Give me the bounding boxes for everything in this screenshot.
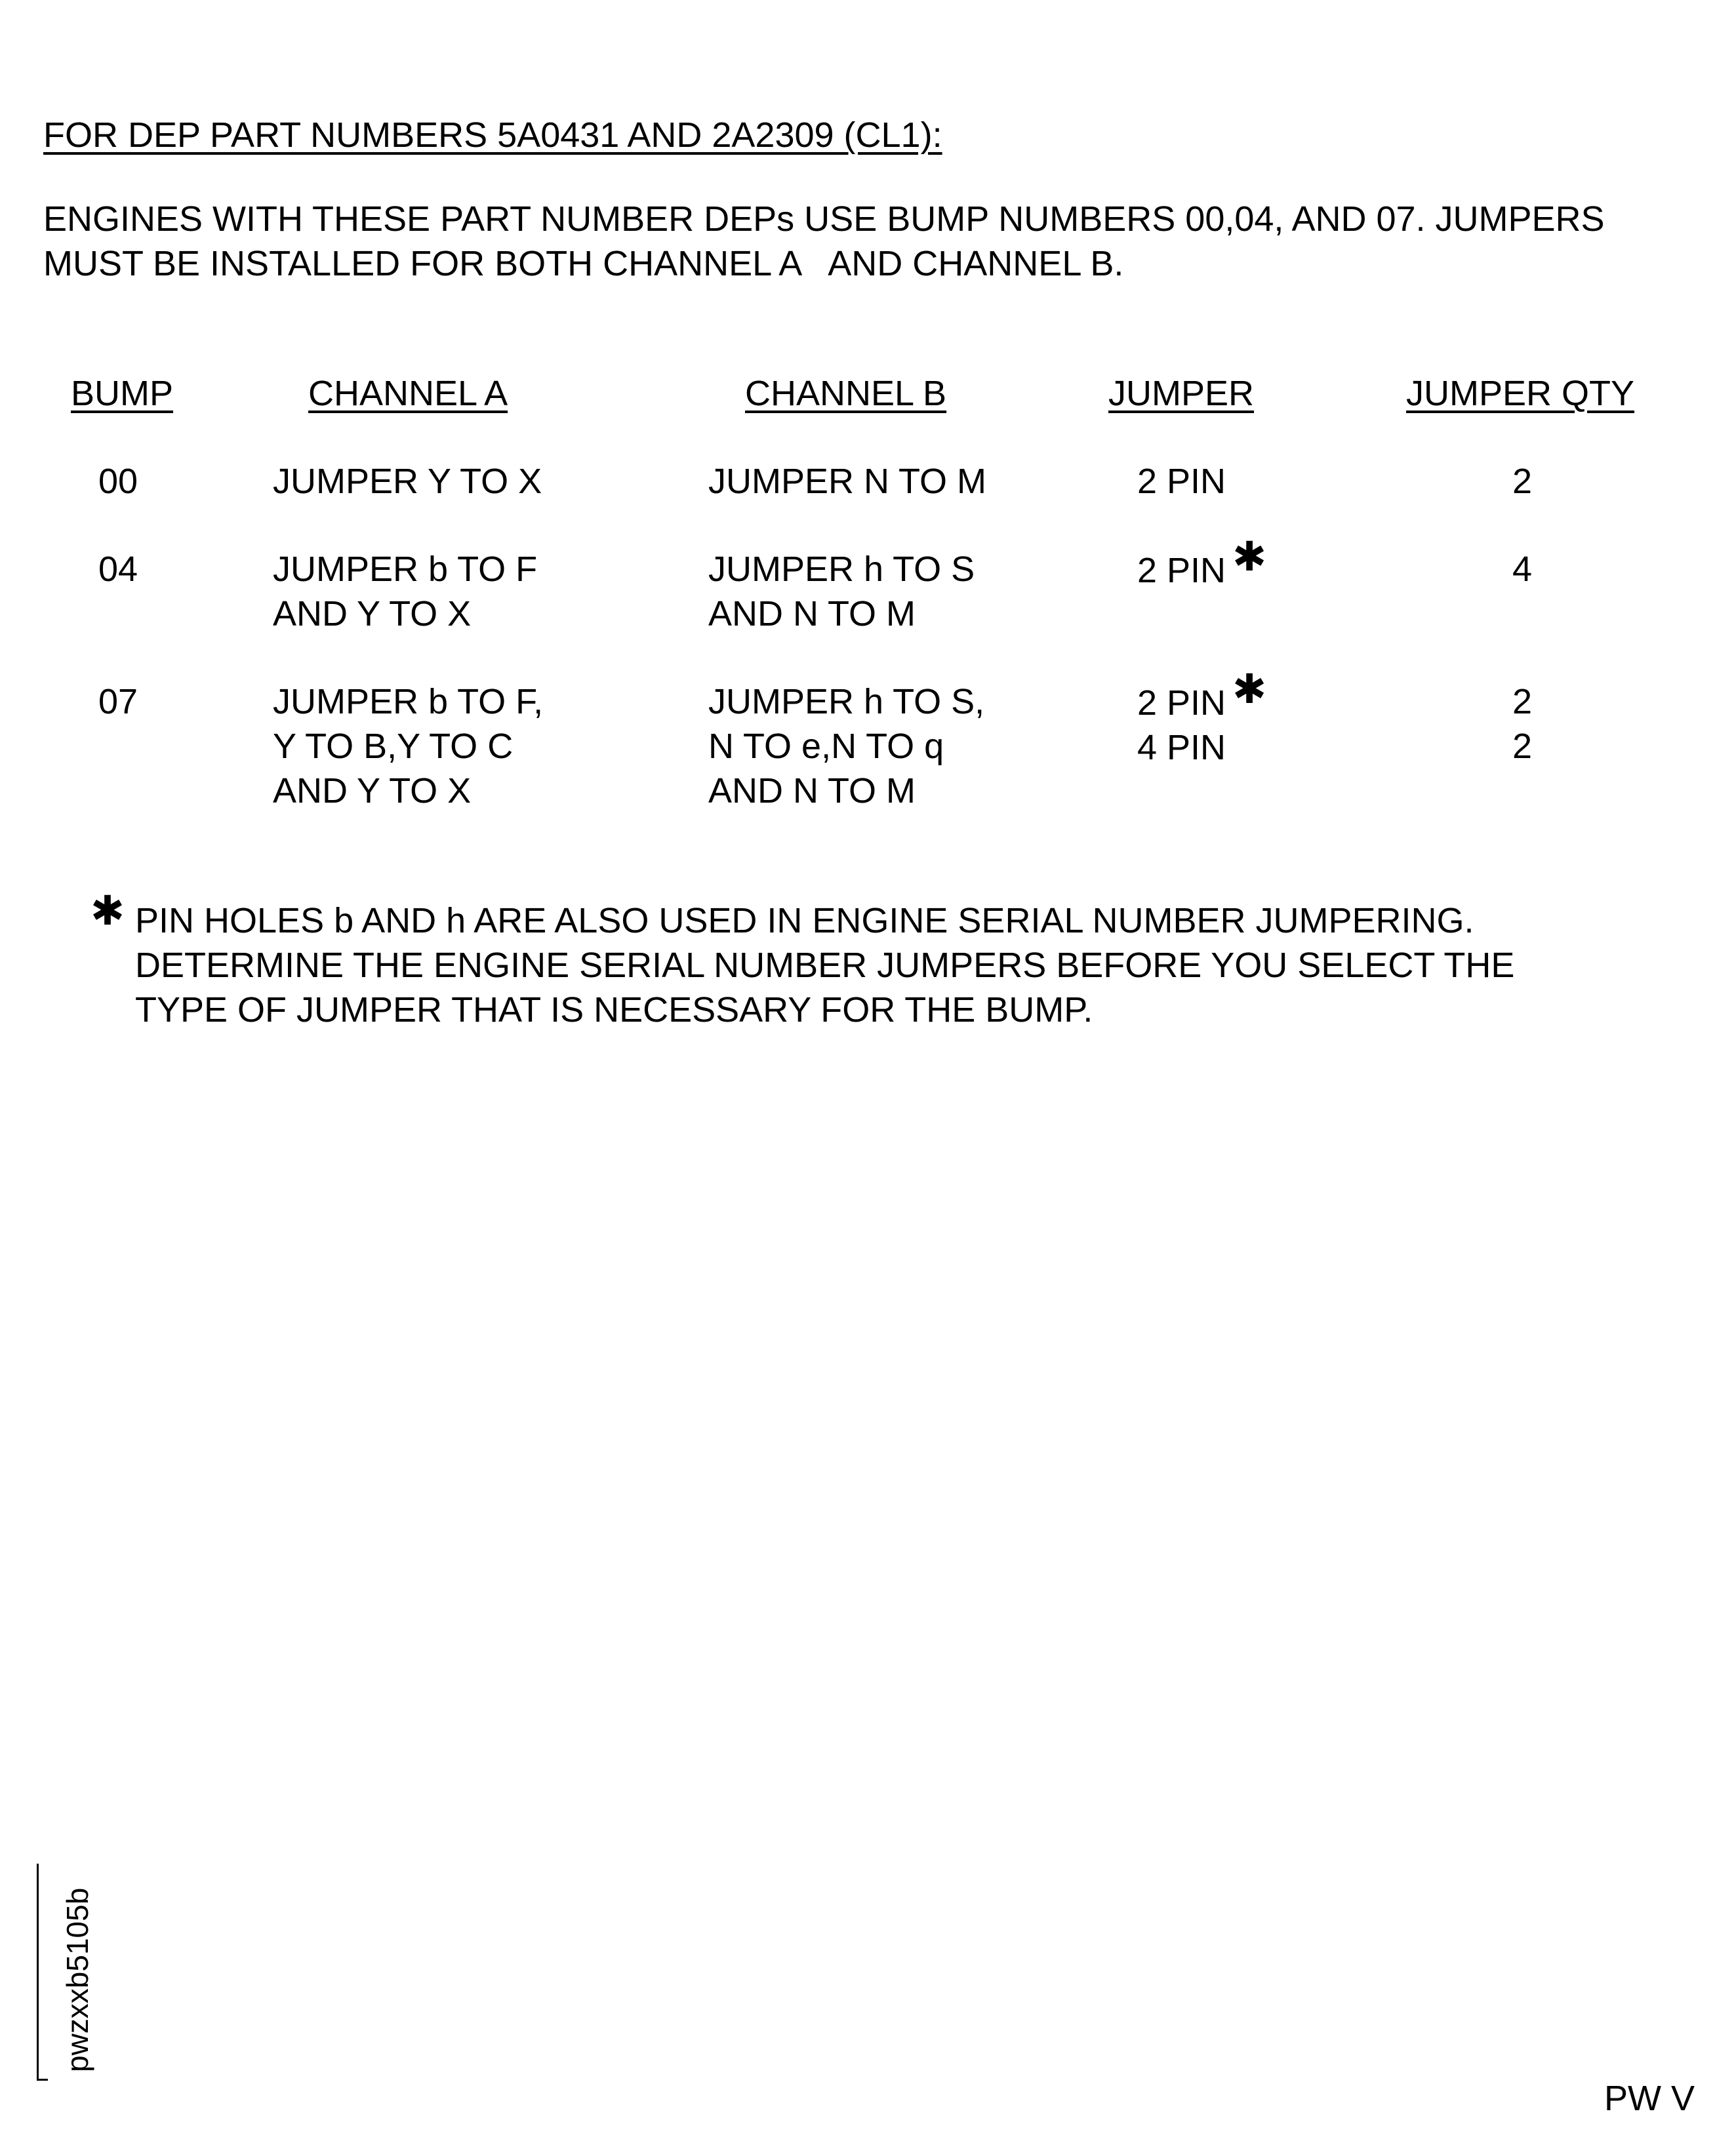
note-line-1: PIN HOLES b AND h ARE ALSO USED IN ENGINE SERIAL NUMBER JUMPERING.	[135, 901, 1474, 940]
channel-b-line: JUMPER h TO S,	[708, 682, 985, 721]
jumper-value: 2 PIN	[1137, 683, 1226, 723]
channel-b-line: JUMPER N TO M	[708, 462, 987, 501]
table-row-jumper	[1137, 534, 1267, 593]
qty-line: 2	[1512, 727, 1533, 766]
section-heading: FOR DEP PART NUMBERS 5A0431 AND 2A2309 (CL1):	[43, 115, 942, 155]
table-row-bump: 04	[98, 550, 138, 589]
jumper-line: 2 PIN	[1137, 462, 1226, 501]
qty-line: 2	[1512, 682, 1533, 721]
table-row-bump: 07	[98, 682, 138, 721]
header-channel-a: CHANNEL A	[308, 374, 508, 413]
figure-id-bracket	[37, 1864, 48, 2081]
qty-line: 4	[1512, 550, 1533, 589]
table-row-channel-a	[273, 547, 537, 636]
channel-a-line: AND Y TO X	[273, 594, 472, 633]
asterisk-icon: ✱	[1232, 534, 1267, 580]
jumper-line	[1137, 667, 1267, 725]
note-line-2: DETERMINE THE ENGINE SERIAL NUMBER JUMPERS BEFORE YOU SELECT THE	[135, 946, 1515, 985]
table-row-channel-b	[708, 547, 975, 636]
jumper-line	[1137, 534, 1267, 593]
channel-a-line: JUMPER b TO F,	[273, 682, 544, 721]
channel-a-line: JUMPER Y TO X	[273, 462, 542, 501]
header-channel-b: CHANNEL B	[745, 374, 947, 413]
note-line-3: TYPE OF JUMPER THAT IS NECESSARY FOR THE BUMP.	[135, 990, 1093, 1030]
asterisk-icon: ✱	[91, 889, 125, 934]
channel-b-line: JUMPER h TO S	[708, 550, 975, 589]
channel-b-line: N TO e,N TO q	[708, 727, 944, 766]
channel-b-line: AND N TO M	[708, 594, 916, 633]
footer-code: PW V	[1604, 2079, 1695, 2118]
table-row-bump: 00	[98, 462, 138, 501]
table-row-jumper	[1137, 459, 1226, 504]
channel-a-line: JUMPER b TO F	[273, 550, 538, 589]
qty-line: 2	[1512, 462, 1533, 501]
table-row-jumper	[1137, 667, 1267, 770]
intro-line-2: MUST BE INSTALLED FOR BOTH CHANNEL A AND CHANNEL B.	[43, 244, 1124, 283]
asterisk-icon: ✱	[1232, 667, 1267, 712]
header-jumper-qty: JUMPER QTY	[1406, 374, 1635, 413]
header-jumper: JUMPER	[1108, 374, 1255, 413]
channel-a-line: Y TO B,Y TO C	[273, 727, 514, 766]
table-row-channel-b	[708, 679, 984, 813]
table-row-qty	[1512, 679, 1532, 769]
table-row-channel-b	[708, 459, 986, 504]
channel-a-line: AND Y TO X	[273, 771, 472, 811]
jumper-line: 4 PIN	[1137, 728, 1226, 767]
channel-b-line: AND N TO M	[708, 771, 916, 811]
table-row-qty	[1512, 459, 1532, 504]
figure-id: pwzxxb5105b	[60, 1887, 94, 2072]
table-row-channel-a	[273, 679, 543, 813]
table-row-qty	[1512, 547, 1532, 591]
header-bump: BUMP	[71, 374, 174, 413]
table-row-channel-a	[273, 459, 542, 504]
jumper-value: 2 PIN	[1137, 551, 1226, 590]
intro-line-1: ENGINES WITH THESE PART NUMBER DEPs USE BUMP NUMBERS 00,04, AND 07. JUMPERS	[43, 199, 1605, 239]
